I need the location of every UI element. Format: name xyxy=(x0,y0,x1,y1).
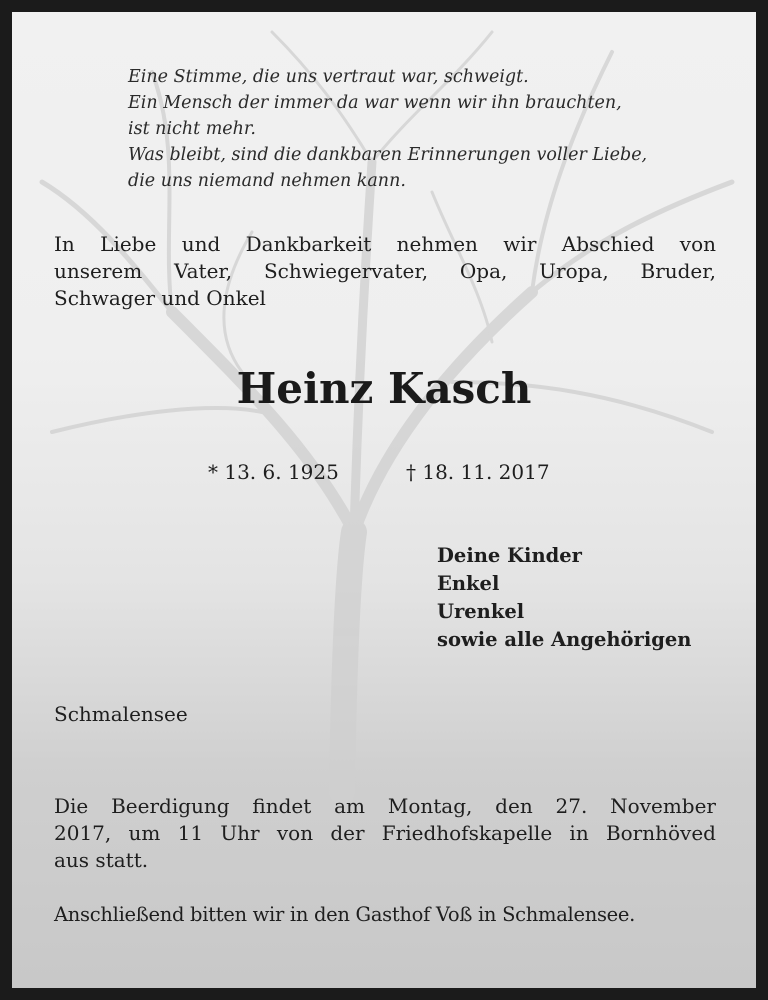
deceased-name: Heinz Kasch xyxy=(236,364,532,413)
place-name: Schmalensee xyxy=(54,702,188,726)
poem-line: die uns niemand nehmen kann. xyxy=(128,171,406,191)
funeral-line: Die Beerdigung findet am Montag, den 27. November xyxy=(54,794,716,818)
obituary-card xyxy=(12,12,756,988)
poem xyxy=(128,64,647,194)
poem-line: Was bleibt, sind die dankbaren Erinnerungen voller Liebe, xyxy=(128,145,648,165)
mourner-line: Deine Kinder xyxy=(437,544,582,567)
mourner-line: Enkel xyxy=(437,572,500,595)
death-date: † 18. 11. 2017 xyxy=(406,460,550,484)
poem-line: ist nicht mehr. xyxy=(128,119,256,139)
mourner-line: Urenkel xyxy=(437,600,525,623)
mourners-list xyxy=(437,542,691,654)
poem-line: Ein Mensch der immer da war wenn wir ihn brauchten, xyxy=(128,93,622,113)
funeral-line: 2017, um 11 Uhr von der Friedhofskapelle in Bornhöved xyxy=(54,821,716,845)
intro-line: unserem Vater, Schwiegervater, Opa, Uropa, Bruder, xyxy=(54,259,716,283)
poem-line: Eine Stimme, die uns vertraut war, schweigt. xyxy=(128,67,529,87)
mourner-line: sowie alle Angehörigen xyxy=(437,628,692,651)
birth-date: * 13. 6. 1925 xyxy=(208,460,339,484)
reception-note: Anschließend bitten wir in den Gasthof Voß in Schmalensee. xyxy=(54,903,636,926)
intro-line: Schwager und Onkel xyxy=(54,286,266,310)
funeral-line: aus statt. xyxy=(54,848,149,872)
funeral-notice xyxy=(54,793,716,874)
intro-text xyxy=(54,231,716,312)
intro-line: In Liebe und Dankbarkeit nehmen wir Abschied von xyxy=(54,232,716,256)
